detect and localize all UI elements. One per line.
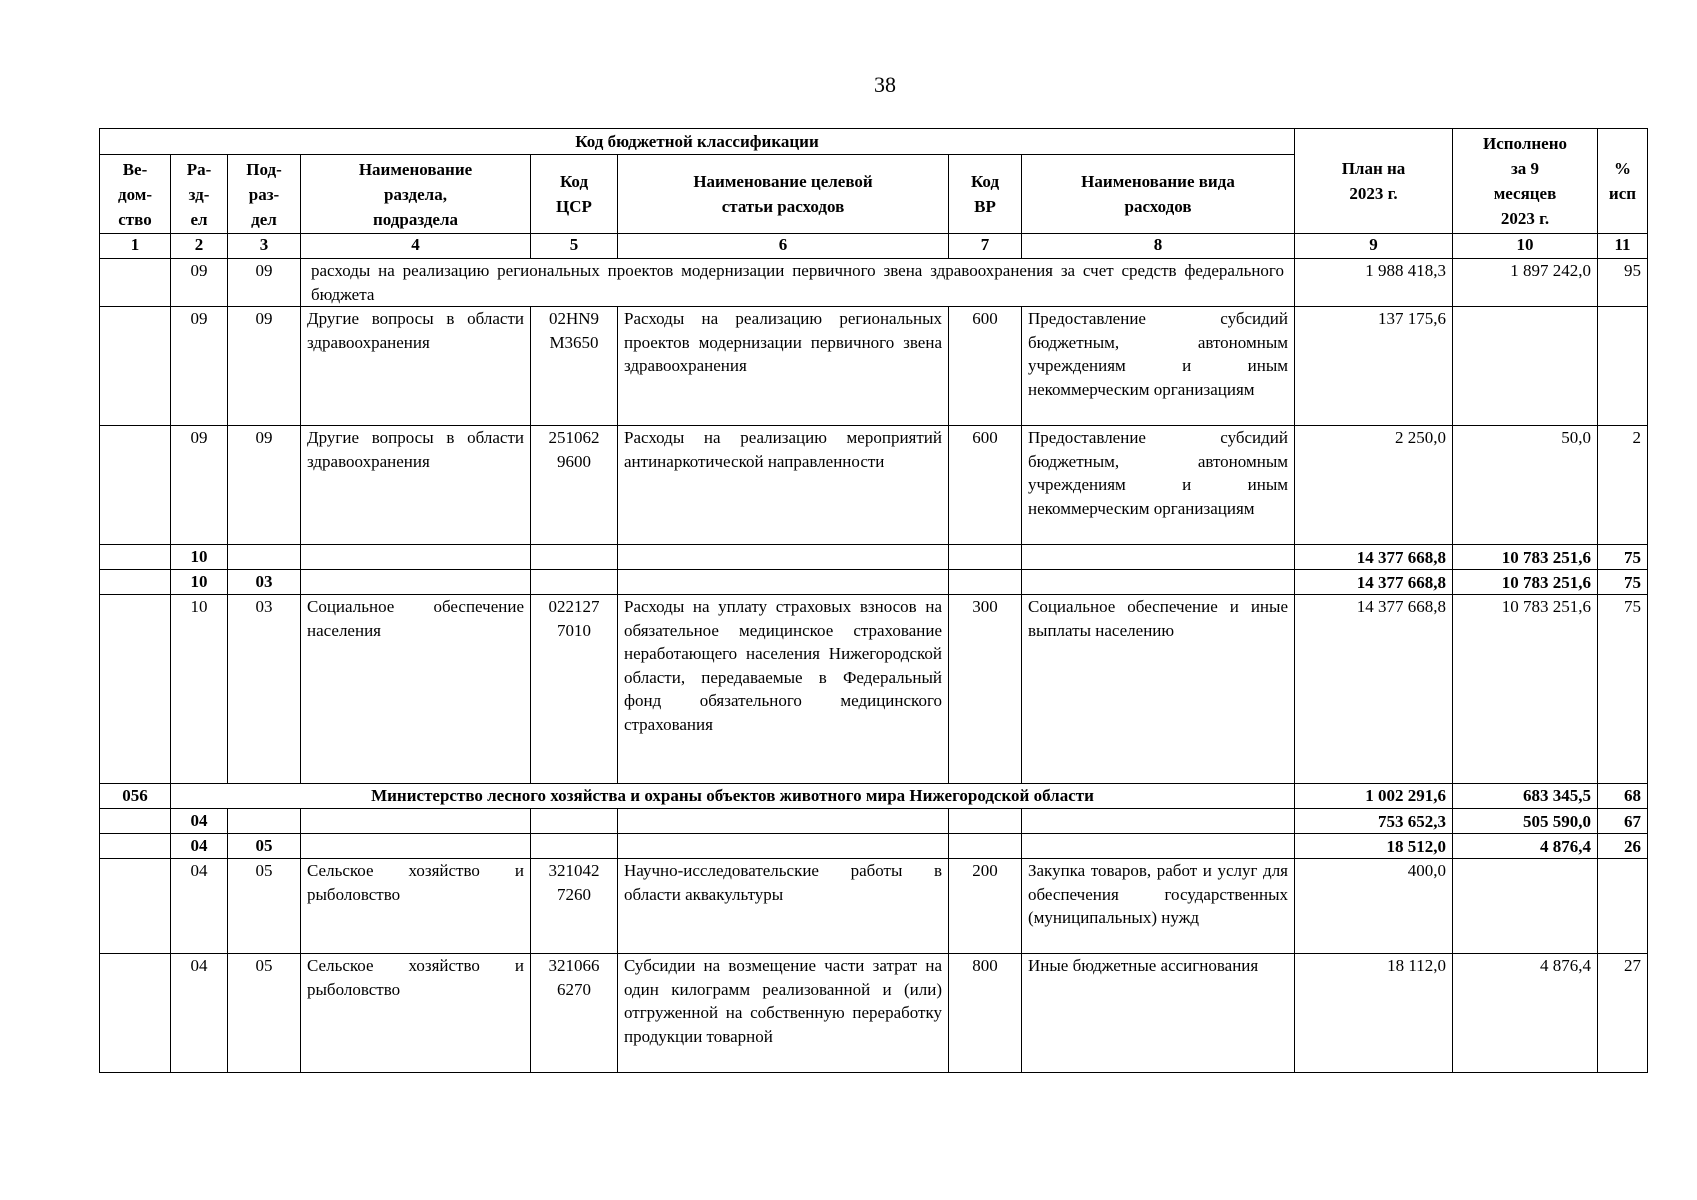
cell-razdel: 09 xyxy=(171,259,228,307)
cell-naim-razdela: Другие вопросы в области здравоохранения xyxy=(301,426,531,545)
cell-naim-vida: Предоставление субсидий бюджетным, автономным учреждениям и иным некоммерческим организациям xyxy=(1022,426,1295,545)
cell-naim-razdela xyxy=(301,809,531,834)
cell-naim-tselevoy xyxy=(618,834,949,859)
table-row xyxy=(100,426,1648,545)
header-kod-vr: Код ВР xyxy=(949,155,1022,234)
cell-podrazdel: 05 xyxy=(228,834,301,859)
colnum-10: 10 xyxy=(1453,234,1598,259)
cell-kod-vr xyxy=(949,834,1022,859)
cell-razdel: 10 xyxy=(171,570,228,595)
cell-vedomstvo: 056 xyxy=(100,784,171,809)
cell-kod-vr xyxy=(949,545,1022,570)
cell-pct: 95 xyxy=(1598,259,1648,307)
table-row-subtotal xyxy=(100,570,1648,595)
cell-naim-vida xyxy=(1022,570,1295,595)
cell-naim-vida xyxy=(1022,809,1295,834)
table-row xyxy=(100,595,1648,784)
cell-razdel: 10 xyxy=(171,545,228,570)
cell-plan: 18 512,0 xyxy=(1295,834,1453,859)
header-razdel: Ра- зд- ел xyxy=(171,155,228,234)
budget-table xyxy=(99,128,1648,1073)
cell-kod-csr: 02HN9 M3650 xyxy=(531,307,618,426)
cell-kod-csr xyxy=(531,545,618,570)
cell-pct: 68 xyxy=(1598,784,1648,809)
table-row xyxy=(100,259,1648,307)
cell-naim-tselevoy: Расходы на уплату страховых взносов на обязательное медицинское страхование неработающего населения Нижегородской области, передаваемые в Федеральный фонд обязательного медицинского страхования xyxy=(618,595,949,784)
cell-kod-csr: 022127 7010 xyxy=(531,595,618,784)
cell-podrazdel: 03 xyxy=(228,570,301,595)
cell-plan: 14 377 668,8 xyxy=(1295,570,1453,595)
header-pct: % исп xyxy=(1598,129,1648,234)
cell-kod-vr xyxy=(949,809,1022,834)
cell-naim-razdela: Сельское хозяйство и рыболовство xyxy=(301,859,531,954)
cell-razdel: 09 xyxy=(171,426,228,545)
cell-ispolneno xyxy=(1453,859,1598,954)
cell-podrazdel: 03 xyxy=(228,595,301,784)
cell-ispolneno: 4 876,4 xyxy=(1453,834,1598,859)
cell-kod-vr: 600 xyxy=(949,307,1022,426)
cell-vedomstvo xyxy=(100,954,171,1073)
cell-naim-vida xyxy=(1022,834,1295,859)
cell-kod-vr: 200 xyxy=(949,859,1022,954)
cell-naim-razdela: Другие вопросы в области здравоохранения xyxy=(301,307,531,426)
table-row xyxy=(100,307,1648,426)
cell-ispolneno: 505 590,0 xyxy=(1453,809,1598,834)
cell-ispolneno: 10 783 251,6 xyxy=(1453,545,1598,570)
cell-podrazdel: 09 xyxy=(228,307,301,426)
header-row-group xyxy=(100,129,1648,155)
cell-naim-razdela: Социальное обеспечение населения xyxy=(301,595,531,784)
cell-ministry-name: Министерство лесного хозяйства и охраны объектов животного мира Нижегородской области xyxy=(171,784,1295,809)
colnum-6: 6 xyxy=(618,234,949,259)
cell-naim-vida: Закупка товаров, работ и услуг для обеспечения государственных (муниципальных) нужд xyxy=(1022,859,1295,954)
cell-naim-razdela xyxy=(301,834,531,859)
cell-podrazdel: 05 xyxy=(228,859,301,954)
cell-ispolneno: 10 783 251,6 xyxy=(1453,595,1598,784)
column-numbers-row xyxy=(100,234,1648,259)
header-vedomstvo: Ве- дом- ство xyxy=(100,155,171,234)
cell-naim-tselevoy xyxy=(618,545,949,570)
cell-razdel: 04 xyxy=(171,859,228,954)
cell-vedomstvo xyxy=(100,545,171,570)
cell-ispolneno xyxy=(1453,307,1598,426)
cell-kod-csr: 251062 9600 xyxy=(531,426,618,545)
cell-naim-razdela: Сельское хозяйство и рыболовство xyxy=(301,954,531,1073)
cell-vedomstvo xyxy=(100,259,171,307)
cell-plan: 400,0 xyxy=(1295,859,1453,954)
cell-naim-tselevoy xyxy=(618,809,949,834)
cell-naim-tselevoy: Расходы на реализацию региональных проектов модернизации первичного звена здравоохранения xyxy=(618,307,949,426)
header-naim-vida: Наименование вида расходов xyxy=(1022,155,1295,234)
cell-vedomstvo xyxy=(100,307,171,426)
table-row-subtotal xyxy=(100,545,1648,570)
colnum-8: 8 xyxy=(1022,234,1295,259)
cell-plan: 753 652,3 xyxy=(1295,809,1453,834)
cell-kod-vr: 300 xyxy=(949,595,1022,784)
cell-pct xyxy=(1598,859,1648,954)
header-naim-razdela: Наименование раздела, подраздела xyxy=(301,155,531,234)
cell-plan: 1 002 291,6 xyxy=(1295,784,1453,809)
cell-podrazdel xyxy=(228,545,301,570)
cell-ispolneno: 1 897 242,0 xyxy=(1453,259,1598,307)
table-row-subtotal xyxy=(100,834,1648,859)
colnum-7: 7 xyxy=(949,234,1022,259)
cell-naim-razdela xyxy=(301,570,531,595)
header-ispolneno: Исполнено за 9 месяцев 2023 г. xyxy=(1453,129,1598,234)
colnum-5: 5 xyxy=(531,234,618,259)
cell-pct: 2 xyxy=(1598,426,1648,545)
header-budget-classification: Код бюджетной классификации xyxy=(100,129,1295,155)
cell-vedomstvo xyxy=(100,595,171,784)
cell-kod-csr xyxy=(531,834,618,859)
cell-kod-csr: 321042 7260 xyxy=(531,859,618,954)
cell-plan: 14 377 668,8 xyxy=(1295,595,1453,784)
cell-razdel: 04 xyxy=(171,954,228,1073)
cell-plan: 2 250,0 xyxy=(1295,426,1453,545)
cell-ispolneno: 10 783 251,6 xyxy=(1453,570,1598,595)
cell-naim-razdela xyxy=(301,545,531,570)
page-number: 38 xyxy=(874,72,896,97)
cell-spanning-text: расходы на реализацию региональных проектов модернизации первичного звена здравоохранения за счет средств федерального бюджета xyxy=(301,259,1295,307)
cell-naim-tselevoy: Субсидии на возмещение части затрат на один килограмм реализованной и (или) отгруженной на собственную переработку продукции товарной xyxy=(618,954,949,1073)
cell-ispolneno: 4 876,4 xyxy=(1453,954,1598,1073)
colnum-9: 9 xyxy=(1295,234,1453,259)
cell-razdel: 04 xyxy=(171,809,228,834)
cell-naim-tselevoy xyxy=(618,570,949,595)
cell-pct xyxy=(1598,307,1648,426)
cell-pct: 75 xyxy=(1598,545,1648,570)
cell-vedomstvo xyxy=(100,859,171,954)
cell-plan: 18 112,0 xyxy=(1295,954,1453,1073)
header-naim-tselevoy: Наименование целевой статьи расходов xyxy=(618,155,949,234)
cell-naim-tselevoy: Научно-исследовательские работы в области аквакультуры xyxy=(618,859,949,954)
cell-plan: 1 988 418,3 xyxy=(1295,259,1453,307)
cell-pct: 27 xyxy=(1598,954,1648,1073)
cell-plan: 137 175,6 xyxy=(1295,307,1453,426)
header-kod-csr: Код ЦСР xyxy=(531,155,618,234)
cell-naim-vida: Иные бюджетные ассигнования xyxy=(1022,954,1295,1073)
cell-vedomstvo xyxy=(100,570,171,595)
table-row xyxy=(100,954,1648,1073)
cell-plan: 14 377 668,8 xyxy=(1295,545,1453,570)
header-plan: План на 2023 г. xyxy=(1295,129,1453,234)
colnum-1: 1 xyxy=(100,234,171,259)
cell-naim-vida: Предоставление субсидий бюджетным, автономным учреждениям и иным некоммерческим организациям xyxy=(1022,307,1295,426)
cell-podrazdel: 05 xyxy=(228,954,301,1073)
cell-pct: 67 xyxy=(1598,809,1648,834)
cell-kod-vr: 800 xyxy=(949,954,1022,1073)
cell-ispolneno: 50,0 xyxy=(1453,426,1598,545)
cell-pct: 75 xyxy=(1598,570,1648,595)
table-row xyxy=(100,859,1648,954)
cell-podrazdel: 09 xyxy=(228,426,301,545)
cell-naim-tselevoy: Расходы на реализацию мероприятий антинаркотической направленности xyxy=(618,426,949,545)
cell-kod-csr: 321066 6270 xyxy=(531,954,618,1073)
cell-podrazdel: 09 xyxy=(228,259,301,307)
colnum-4: 4 xyxy=(301,234,531,259)
colnum-3: 3 xyxy=(228,234,301,259)
cell-pct: 26 xyxy=(1598,834,1648,859)
cell-pct: 75 xyxy=(1598,595,1648,784)
cell-vedomstvo xyxy=(100,809,171,834)
table-row-subtotal xyxy=(100,809,1648,834)
cell-razdel: 10 xyxy=(171,595,228,784)
table-row-ministry xyxy=(100,784,1648,809)
cell-podrazdel xyxy=(228,809,301,834)
cell-naim-vida xyxy=(1022,545,1295,570)
cell-kod-csr xyxy=(531,809,618,834)
cell-kod-vr: 600 xyxy=(949,426,1022,545)
cell-kod-csr xyxy=(531,570,618,595)
colnum-11: 11 xyxy=(1598,234,1648,259)
header-podrazdel: Под- раз- дел xyxy=(228,155,301,234)
cell-ispolneno: 683 345,5 xyxy=(1453,784,1598,809)
cell-naim-vida: Социальное обеспечение и иные выплаты населению xyxy=(1022,595,1295,784)
cell-kod-vr xyxy=(949,570,1022,595)
cell-vedomstvo xyxy=(100,426,171,545)
cell-razdel: 04 xyxy=(171,834,228,859)
cell-razdel: 09 xyxy=(171,307,228,426)
cell-vedomstvo xyxy=(100,834,171,859)
colnum-2: 2 xyxy=(171,234,228,259)
